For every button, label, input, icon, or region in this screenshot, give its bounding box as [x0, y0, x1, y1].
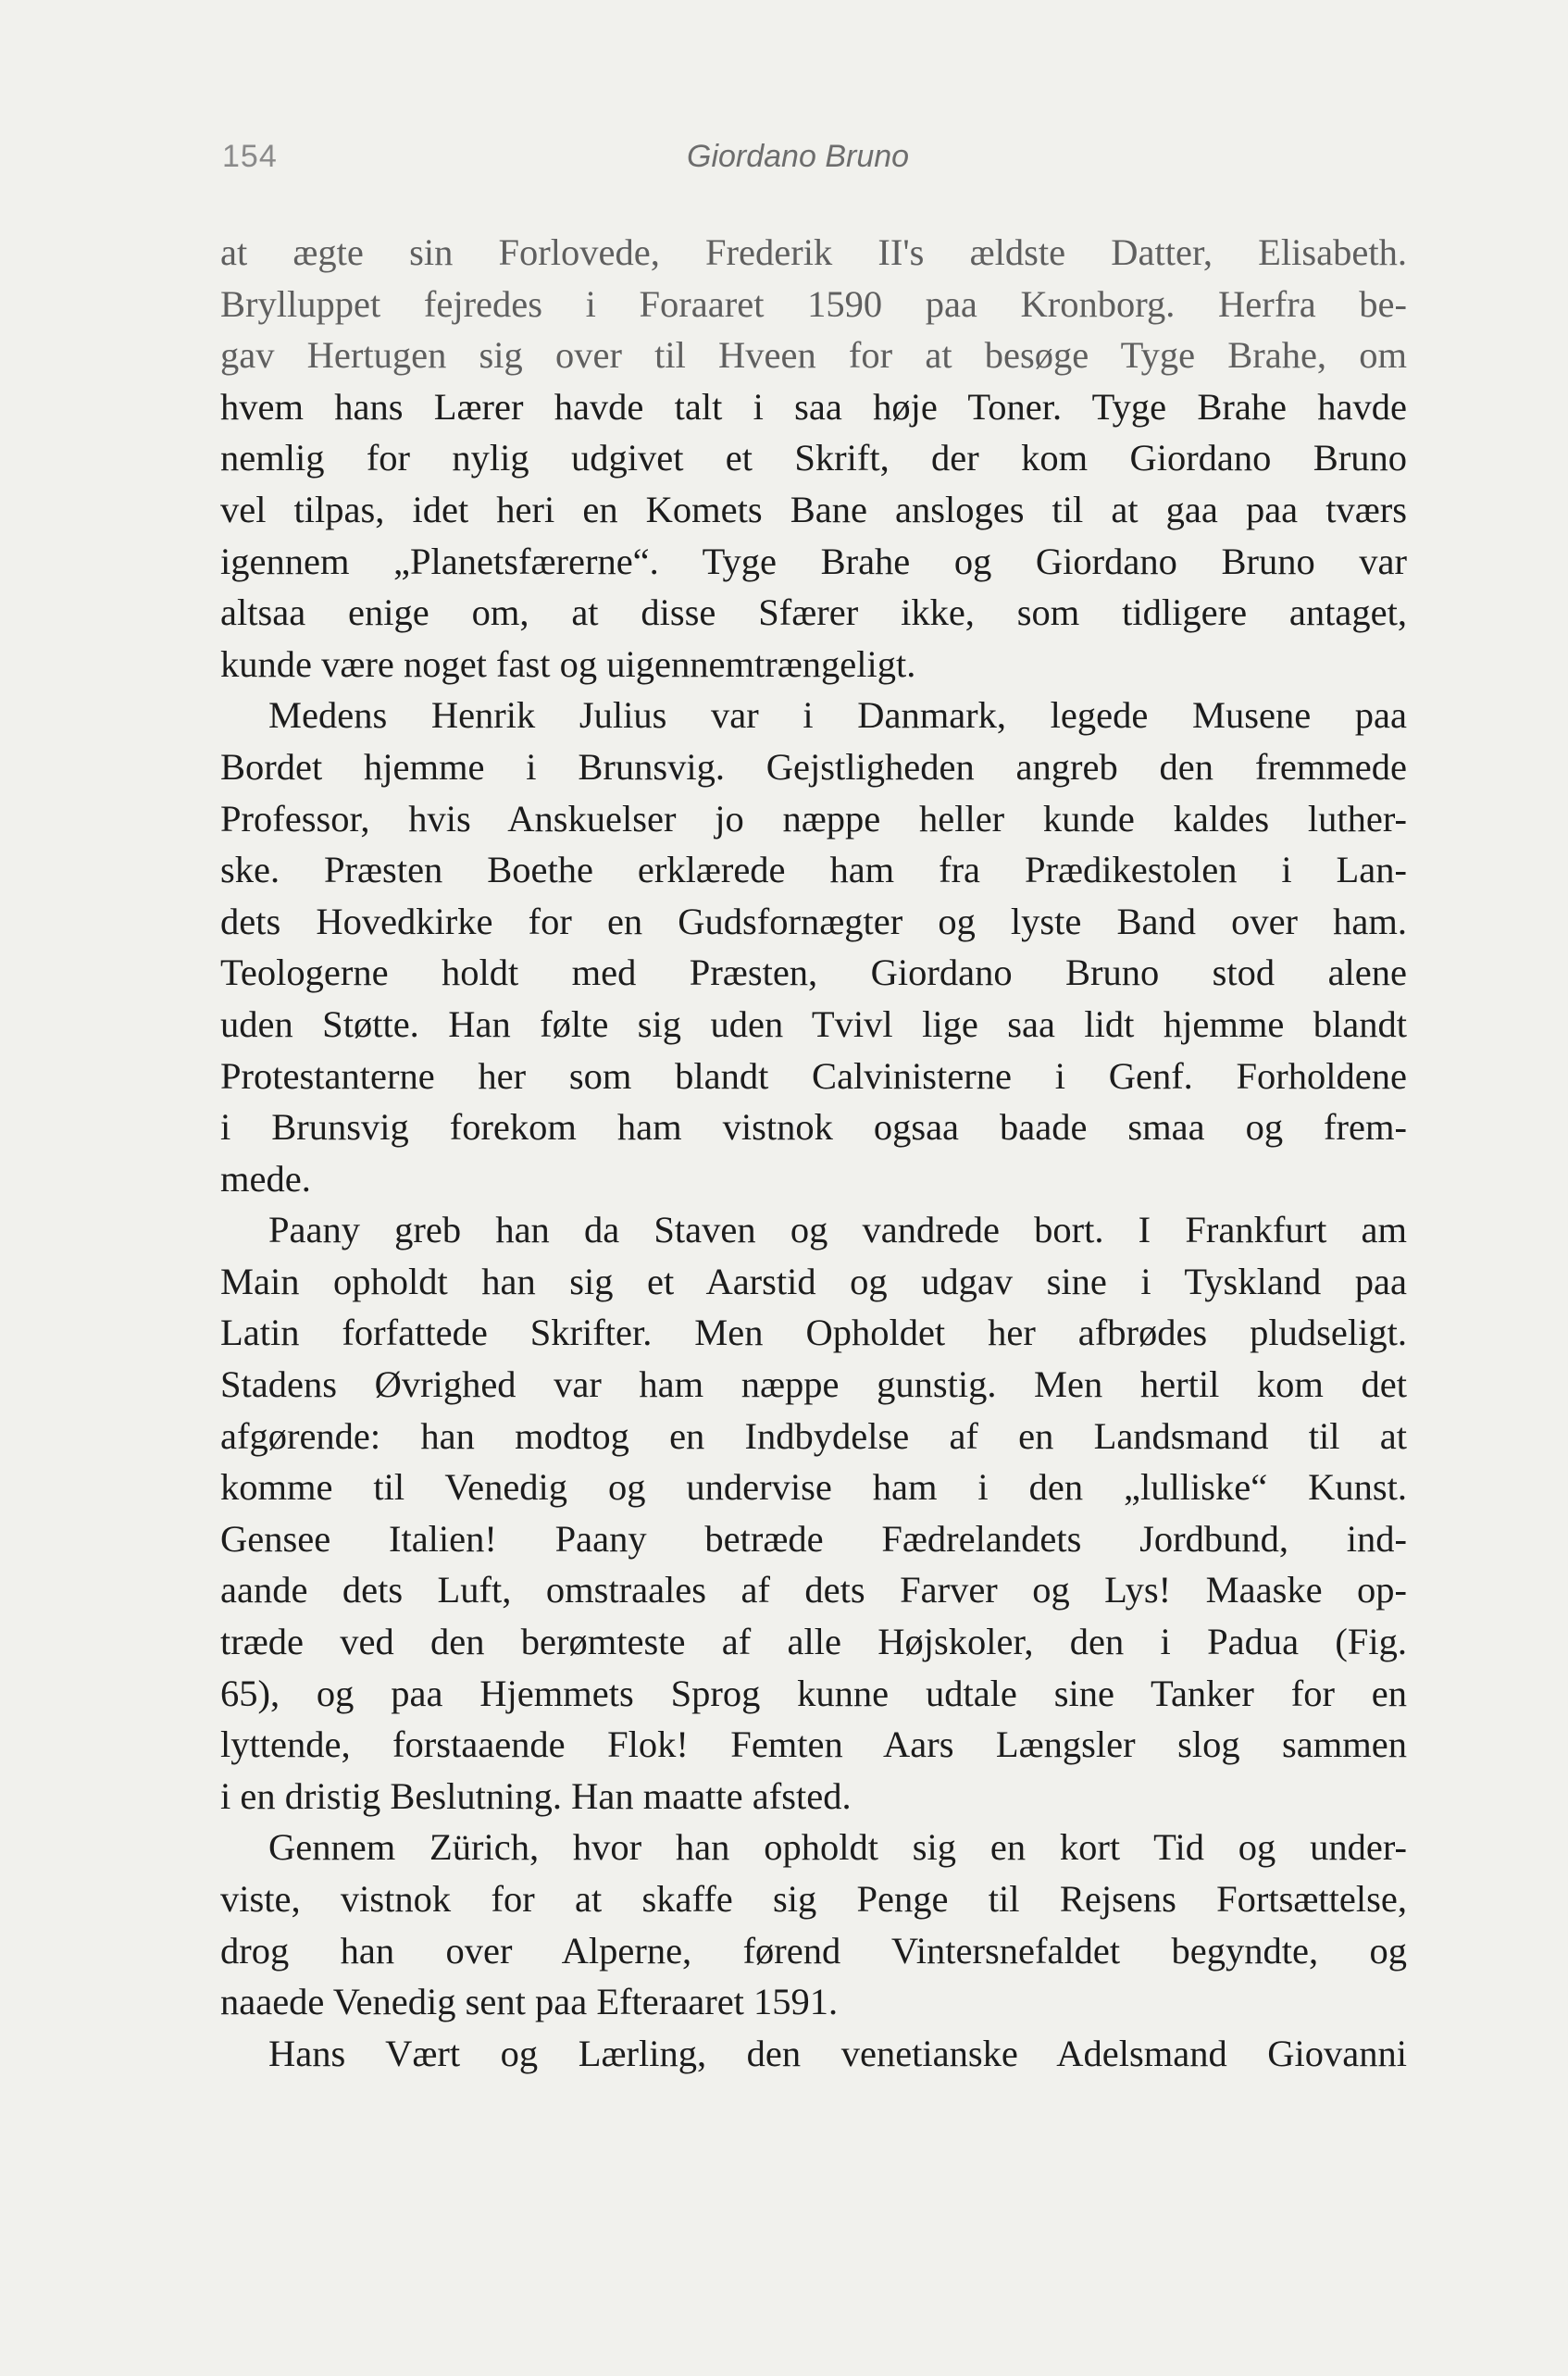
page-number: 154 — [222, 139, 278, 174]
text-line: træde ved den berømteste af alle Højskoler, den i Padua (Fig. — [220, 1621, 1407, 1663]
text-line: Paany greb han da Staven og vandrede bort. I Frankfurt am — [268, 1209, 1407, 1251]
text-line: Hans Vært og Lærling, den venetianske Adelsmand Giovanni — [268, 2032, 1407, 2074]
text-line: komme til Venedig og undervise ham i den „lulliske“ Kunst. — [220, 1466, 1407, 1509]
text-line: igennem „Planetsfærerne“. Tyge Brahe og Giordano Bruno var — [220, 540, 1407, 582]
text-line: Medens Henrik Julius var i Danmark, legede Musene paa — [268, 694, 1407, 737]
text-line: viste, vistnok for at skaffe sig Penge til Rejsens Fortsættelse, — [220, 1878, 1407, 1920]
text-line: lyttende, forstaaende Flok! Femten Aars Længsler slog sammen — [220, 1723, 1407, 1766]
text-line: i Brunsvig forekom ham vistnok ogsaa baade smaa og frem- — [220, 1106, 1407, 1149]
text-line: kunde være noget fast og uigennemtrængeligt. — [220, 642, 916, 685]
text-line: Bordet hjemme i Brunsvig. Gejstligheden angreb den fremmede — [220, 745, 1407, 788]
text-line: dets Hovedkirke for en Gudsfornægter og lyste Band over ham. — [220, 900, 1407, 942]
text-line: drog han over Alperne, førend Vintersnefaldet begyndte, og — [220, 1929, 1407, 1972]
text-line: Gensee Italien! Paany betræde Fædrelandets Jordbund, ind- — [220, 1517, 1407, 1560]
text-line: Professor, hvis Anskuelser jo næppe heller kunde kaldes luther- — [220, 797, 1407, 840]
text-line: naaede Venedig sent paa Efteraaret 1591. — [220, 1981, 839, 2023]
text-line: Teologerne holdt med Præsten, Giordano Bruno stod alene — [220, 952, 1407, 994]
text-line: altsaa enige om, at disse Sfærer ikke, som tidligere antaget, — [220, 591, 1407, 634]
text-line: Brylluppet fejredes i Foraaret 1590 paa Kronborg. Herfra be- — [220, 282, 1407, 325]
running-title: Giordano Bruno — [687, 139, 910, 174]
body-text — [220, 227, 1407, 2079]
text-line: vel tilpas, idet heri en Komets Bane ansloges til at gaa paa tværs — [220, 488, 1407, 530]
text-line: Protestanterne her som blandt Calvinisterne i Genf. Forholdene — [220, 1054, 1407, 1097]
text-line: afgørende: han modtog en Indbydelse af en Landsmand til at — [220, 1414, 1407, 1457]
running-head — [222, 139, 1416, 194]
text-line: Stadens Øvrighed var ham næppe gunstig. Men hertil kom det — [220, 1363, 1407, 1406]
text-line: aande dets Luft, omstraales af dets Farver og Lys! Maaske op- — [220, 1569, 1407, 1611]
text-line: 65), og paa Hjemmets Sprog kunne udtale sine Tanker for en — [220, 1672, 1407, 1714]
text-line: mede. — [220, 1157, 311, 1200]
text-line: Latin forfattede Skrifter. Men Opholdet her afbrødes pludseligt. — [220, 1312, 1407, 1354]
text-line: at ægte sin Forlovede, Frederik II's ældste Datter, Elisabeth. — [220, 231, 1407, 273]
text-line: Gennem Zürich, hvor han opholdt sig en kort Tid og under- — [268, 1826, 1407, 1869]
text-line: nemlig for nylig udgivet et Skrift, der kom Giordano Bruno — [220, 437, 1407, 479]
text-line: i en dristig Beslutning. Han maatte afsted. — [220, 1774, 852, 1817]
text-line: hvem hans Lærer havde talt i saa høje Toner. Tyge Brahe havde — [220, 385, 1407, 428]
text-line: uden Støtte. Han følte sig uden Tvivl lige saa lidt hjemme blandt — [220, 1002, 1407, 1045]
text-line: ske. Præsten Boethe erklærede ham fra Prædikestolen i Lan- — [220, 849, 1407, 891]
text-line: gav Hertugen sig over til Hveen for at besøge Tyge Brahe, om — [220, 334, 1407, 377]
text-line: Main opholdt han sig et Aarstid og udgav sine i Tyskland paa — [220, 1260, 1407, 1302]
